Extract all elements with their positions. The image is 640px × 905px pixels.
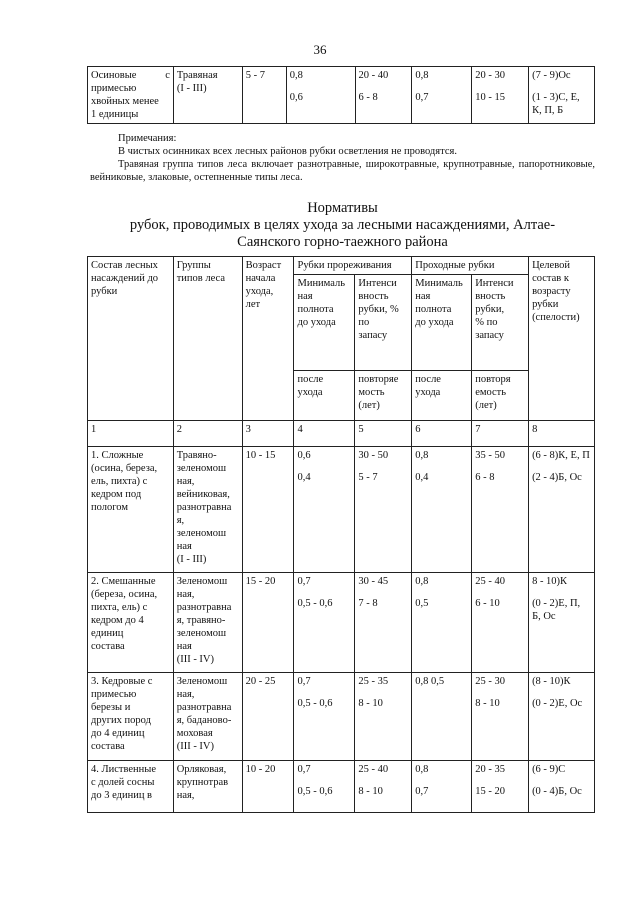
target-composition-cell: 8 - 10)К (0 - 2)Е, П, Б, Ос — [529, 573, 595, 673]
passage-min-cell: 0,8 0,4 — [412, 447, 472, 573]
forest-group-cell: Орляковая, крупнотрав ная, — [173, 761, 242, 813]
header-target: Целевой состав к возрасту рубки (спелости) — [529, 257, 595, 421]
composition-cell: 3. Кедровые с примесью березы и других пород до 4 единиц состава — [88, 673, 174, 761]
age-cell: 15 - 20 — [242, 573, 294, 673]
thinning-min-cell: 0,7 0,5 - 0,6 — [294, 761, 355, 813]
age-cell: 5 - 7 — [242, 67, 286, 124]
target-composition-cell: (7 - 9)Ос (1 - 3)С, Е, К, П, Б — [529, 67, 595, 124]
header-passage-min: Минималь ная полнота до ухода — [412, 275, 472, 371]
header-after-1: после ухода — [294, 371, 355, 421]
passage-intensity-cell: 20 - 35 15 - 20 — [472, 761, 529, 813]
composition-cell: Осиновые с примесью хвойных менее 1 единицы — [88, 67, 174, 124]
target-composition-cell: (6 - 9)С (0 - 4)Б, Ос — [529, 761, 595, 813]
page-number: 36 — [313, 42, 327, 57]
notes — [90, 132, 595, 184]
passage-min-cell: 0,8 0,5 — [412, 573, 472, 673]
col-number: 6 — [412, 421, 472, 447]
passage-min-cell: 0,8 0,7 — [412, 761, 472, 813]
forest-group-cell: Зеленомош ная, разнотравна я, травяно- зеленомош ная (III - IV) — [173, 573, 242, 673]
header-repeat-2: повторя емость (лет) — [472, 371, 529, 421]
thinning-intensity-cell: 30 - 45 7 - 8 — [355, 573, 412, 673]
header-composition: Состав лесных насаждений до рубки — [88, 257, 174, 421]
thinning-min-cell: 0,6 0,4 — [294, 447, 355, 573]
passage-intensity-cell: 35 - 50 6 - 8 — [472, 447, 529, 573]
column-numbers-row — [88, 421, 595, 447]
composition-cell: 1. Сложные (осина, береза, ель, пихта) с кедром под пологом — [88, 447, 174, 573]
header-row — [88, 257, 595, 275]
thinning-intensity-cell: 25 - 40 8 - 10 — [355, 761, 412, 813]
passage-intensity-cell: 20 - 30 10 - 15 — [472, 67, 529, 124]
table-row — [88, 761, 595, 813]
col-number: 8 — [529, 421, 595, 447]
age-cell: 20 - 25 — [242, 673, 294, 761]
heading-line-1: Нормативы — [307, 200, 378, 216]
col-number: 4 — [294, 421, 355, 447]
thinning-intensity-cell: 30 - 50 5 - 7 — [355, 447, 412, 573]
table-row — [88, 573, 595, 673]
composition-cell: 4. Лиственные с долей сосны до 3 единиц в — [88, 761, 174, 813]
col-number: 1 — [88, 421, 174, 447]
section-heading — [90, 200, 595, 251]
heading-line-2: рубок, проводимых в целях ухода за лесными насаждениями, Алтае- — [129, 217, 556, 233]
header-thinning-min: Минималь ная полнота до ухода — [294, 275, 355, 371]
table-row — [88, 673, 595, 761]
composition-cell: 2. Смешанные (береза, осина, пихта, ель) с кедром до 4 единиц состава — [88, 573, 174, 673]
age-cell: 10 - 20 — [242, 761, 294, 813]
age-cell: 10 - 15 — [242, 447, 294, 573]
notes-title: Примечания: — [118, 133, 177, 144]
table-row — [88, 67, 595, 124]
forest-group-cell: Зеленомош ная, разнотравна я, бадановo- моховая (III - IV) — [173, 673, 242, 761]
target-composition-cell: (8 - 10)К (0 - 2)Е, Ос — [529, 673, 595, 761]
thinning-min-cell: 0,7 0,5 - 0,6 — [294, 673, 355, 761]
header-passage-int: Интенси вность рубки, % по запасу — [472, 275, 529, 371]
thinning-min-cell: 0,8 0,6 — [286, 67, 355, 124]
header-start-age: Возраст начала ухода, лет — [242, 257, 294, 421]
header-thinning-int: Интенси вность рубки, % по запасу — [355, 275, 412, 371]
thinning-min-cell: 0,7 0,5 - 0,6 — [294, 573, 355, 673]
col-number: 2 — [173, 421, 242, 447]
header-passage: Проходные рубки — [412, 257, 529, 275]
header-after-2: после ухода — [412, 371, 472, 421]
target-composition-cell: (6 - 8)К, Е, П (2 - 4)Б, Ос — [529, 447, 595, 573]
note-1: В чистых осинниках всех лесных районов рубки осветления не проводятся. — [118, 146, 457, 157]
table-row — [88, 447, 595, 573]
forest-group-cell: Травяная (I - III) — [173, 67, 242, 124]
header-repeat-1: повторяе мость (лет) — [355, 371, 412, 421]
passage-min-cell: 0,8 0,7 — [412, 67, 472, 124]
col-number: 5 — [355, 421, 412, 447]
col-number: 7 — [472, 421, 529, 447]
passage-min-cell: 0,8 0,5 — [412, 673, 472, 761]
header-forest-groups: Группы типов леса — [173, 257, 242, 421]
header-thinning: Рубки прореживания — [294, 257, 412, 275]
note-2: Травяная группа типов леса включает разнотравные, широкотравные, крупнотравные, папоротниковые, вейниковые, злаковые, остепненные типы леса. — [90, 159, 595, 183]
thinning-intensity-cell: 20 - 40 6 - 8 — [355, 67, 412, 124]
passage-intensity-cell: 25 - 30 8 - 10 — [472, 673, 529, 761]
heading-line-3: Саянского горно-таежного района — [237, 234, 448, 250]
thinning-intensity-cell: 25 - 35 8 - 10 — [355, 673, 412, 761]
col-number: 3 — [242, 421, 294, 447]
forest-group-cell: Травяно- зеленомош ная, вейниковая, разнотравна я, зеленомош ная (I - III) — [173, 447, 242, 573]
continuation-table — [87, 66, 595, 124]
passage-intensity-cell: 25 - 40 6 - 10 — [472, 573, 529, 673]
norms-table — [87, 256, 595, 813]
